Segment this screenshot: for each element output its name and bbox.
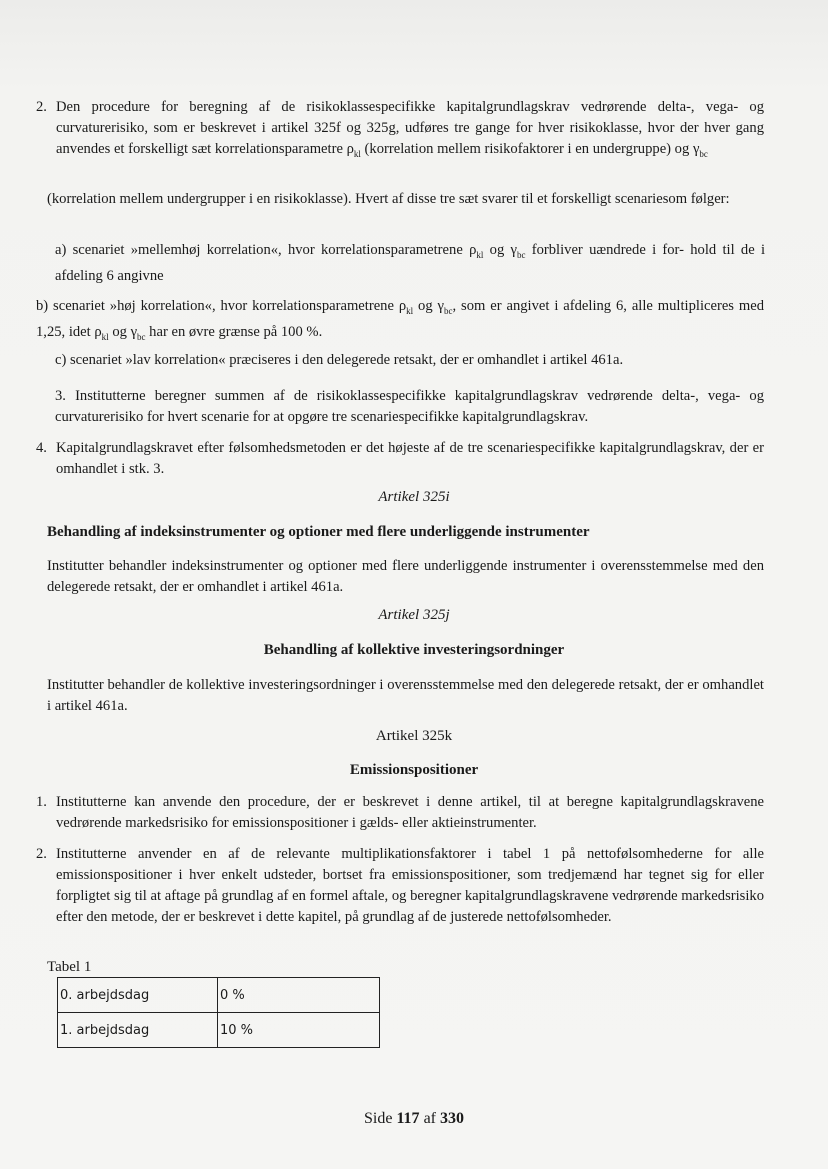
paragraph-2 — [56, 97, 764, 165]
paragraph-2-continuation: (korrelation mellem undergrupper i en risikoklasse). Hvert af disse tre sæt svarer til et forskelligt scenariesom følger: — [47, 191, 730, 207]
item-b-text: , som er angivet i afdeling 6, alle multipliceres med 1,25, idet — [36, 298, 764, 340]
gamma-bc-symbol: $\gamma_{bc}$ — [130, 323, 146, 342]
symbol-subscript: bc — [444, 305, 453, 316]
table-cell-factor: 0 % — [218, 978, 380, 1013]
item-b-text: b) scenariet »høj korrelation«, hvor korrelationsparametrene — [36, 298, 399, 314]
item-a-text: og — [483, 242, 511, 258]
rho-kl-symbol: $\rho_{kl}$ — [469, 242, 484, 260]
paragraph-2-text-a: Den procedure for beregning af de risikoklassespecifikke kapitalgrundlagskrav vedrørende delta-, vega- og curvaturerisiko, som er beskrevet i artikel 325f og 325g, udføres tre gange for hver risikoklasse, hvor der hver gang anvendes et forskelligt sæt korrelationsparametre — [56, 99, 764, 157]
article-325k-paragraph-1: Institutterne kan anvende den procedure, der er beskrevet i denne artikel, til at beregne kapitalgrundlagskravene vedrørende markedsrisiko for emissionspositioner i gælds- eller aktieinstrumenter. — [56, 794, 764, 831]
article-325k-paragraph-2: Institutterne anvender en af de relevante multiplikationsfaktorer i tabel 1 på nettofølsomhederne for alle emissionspositioner i hver enkelt udsteder, bortset fra emissionspositioner, som tredjemænd har tegnet sig for eller forpligtet sig til at aftage på grundlag af en formel aftale, og beregner kapitalgrundlagskravene vedrørende markedsrisiko efter den metode, der er beskrevet i dette kapitel, på grundlag af de justerede nettofølsomheder. — [56, 846, 764, 925]
article-325k-title: Artikel 325k — [375, 728, 453, 744]
paragraph-2-text-b: (korrelation mellem risikofaktorer i en undergruppe) og — [360, 141, 693, 157]
item-a-text: a) scenariet »mellemhøj korrelation«, hvor korrelationsparametrene — [55, 242, 470, 258]
footer-af-label: af — [423, 1110, 436, 1127]
item-c: c) scenariet »lav korrelation« præciseres i den delegerede retsakt, der er omhandlet i artikel 461a. — [55, 352, 624, 368]
paragraph-3: 3. Institutterne beregner summen af de risikoklassespecifikke kapitalgrundlagskrav vedrørende delta-, vega- og curvaturerisiko for hvert scenarie for at opgøre tre scenariespecifikke kapitalgrundlagskrav. — [55, 388, 764, 425]
symbol-subscript: kl — [101, 331, 109, 342]
page-footer — [0, 1108, 828, 1129]
item-b-text: har en øvre grænse på 100 %. — [145, 323, 323, 340]
table-label: Tabel 1 — [47, 959, 92, 975]
article-325i-title: Artikel 325i — [378, 489, 450, 505]
multiplication-factor-table — [57, 977, 380, 1048]
article-325j-text: Institutter behandler de kollektive investeringsordninger i overensstemmelse med den delegerede retsakt, der er omhandlet i artikel 461a. — [47, 677, 764, 714]
paragraph-number: 2. — [36, 846, 47, 862]
rho-kl-symbol: $\rho_{kl}$ — [94, 323, 109, 342]
item-b-text: og — [413, 298, 438, 314]
symbol-subscript: bc — [137, 331, 146, 342]
gamma-bc-symbol: $\gamma_{bc}$ — [692, 141, 708, 159]
article-325i-heading: Behandling af indeksinstrumenter og optioner med flere underliggende instrumenter — [47, 524, 590, 540]
gamma-bc-symbol: $\gamma_{bc}$ — [437, 298, 453, 316]
article-325i-text: Institutter behandler indeksinstrumenter og optioner med flere underliggende instrumenter i overensstemmelse med den delegerede retsakt, der er omhandlet i artikel 461a. — [47, 558, 764, 595]
paragraph-number: 2. — [36, 99, 47, 115]
item-b-text: og — [108, 323, 131, 340]
footer-page-total: 330 — [440, 1110, 464, 1127]
symbol-subscript: bc — [516, 249, 526, 260]
item-a-text: forbliver uændrede i for- hold til de i afdeling 6 angivne — [55, 242, 766, 284]
symbol-subscript: kl — [476, 249, 484, 260]
symbol-subscript: kl — [353, 148, 361, 159]
symbol-subscript: bc — [699, 148, 708, 159]
article-325k-heading: Emissionspositioner — [349, 762, 479, 778]
table-row — [58, 978, 380, 1013]
table-row — [58, 1013, 380, 1048]
article-325j-title: Artikel 325j — [378, 607, 450, 623]
footer-page-number: 117 — [396, 1110, 420, 1127]
footer-side-label: Side — [363, 1110, 393, 1127]
table-cell-day: 1. arbejdsdag — [58, 1013, 218, 1048]
paragraph-4: Kapitalgrundlagskravet efter følsomhedsmetoden er det højeste af de tre scenariespecifikke kapitalgrundlagskrav, der er omhandlet i stk. 3. — [56, 440, 764, 477]
paragraph-number: 1. — [36, 794, 47, 810]
rho-kl-symbol: $\rho_{kl}$ — [398, 298, 414, 316]
paragraph-number: 4. — [36, 440, 47, 456]
rho-kl-symbol: $\rho_{kl}$ — [346, 141, 361, 159]
gamma-bc-symbol: $\gamma_{bc}$ — [510, 242, 526, 260]
article-325j-heading: Behandling af kollektive investeringsordninger — [263, 642, 565, 658]
item-a — [55, 240, 765, 287]
table-cell-factor: 10 % — [218, 1013, 380, 1048]
item-b — [36, 296, 764, 348]
symbol-subscript: kl — [406, 305, 414, 316]
table-cell-day: 0. arbejdsdag — [58, 978, 218, 1013]
